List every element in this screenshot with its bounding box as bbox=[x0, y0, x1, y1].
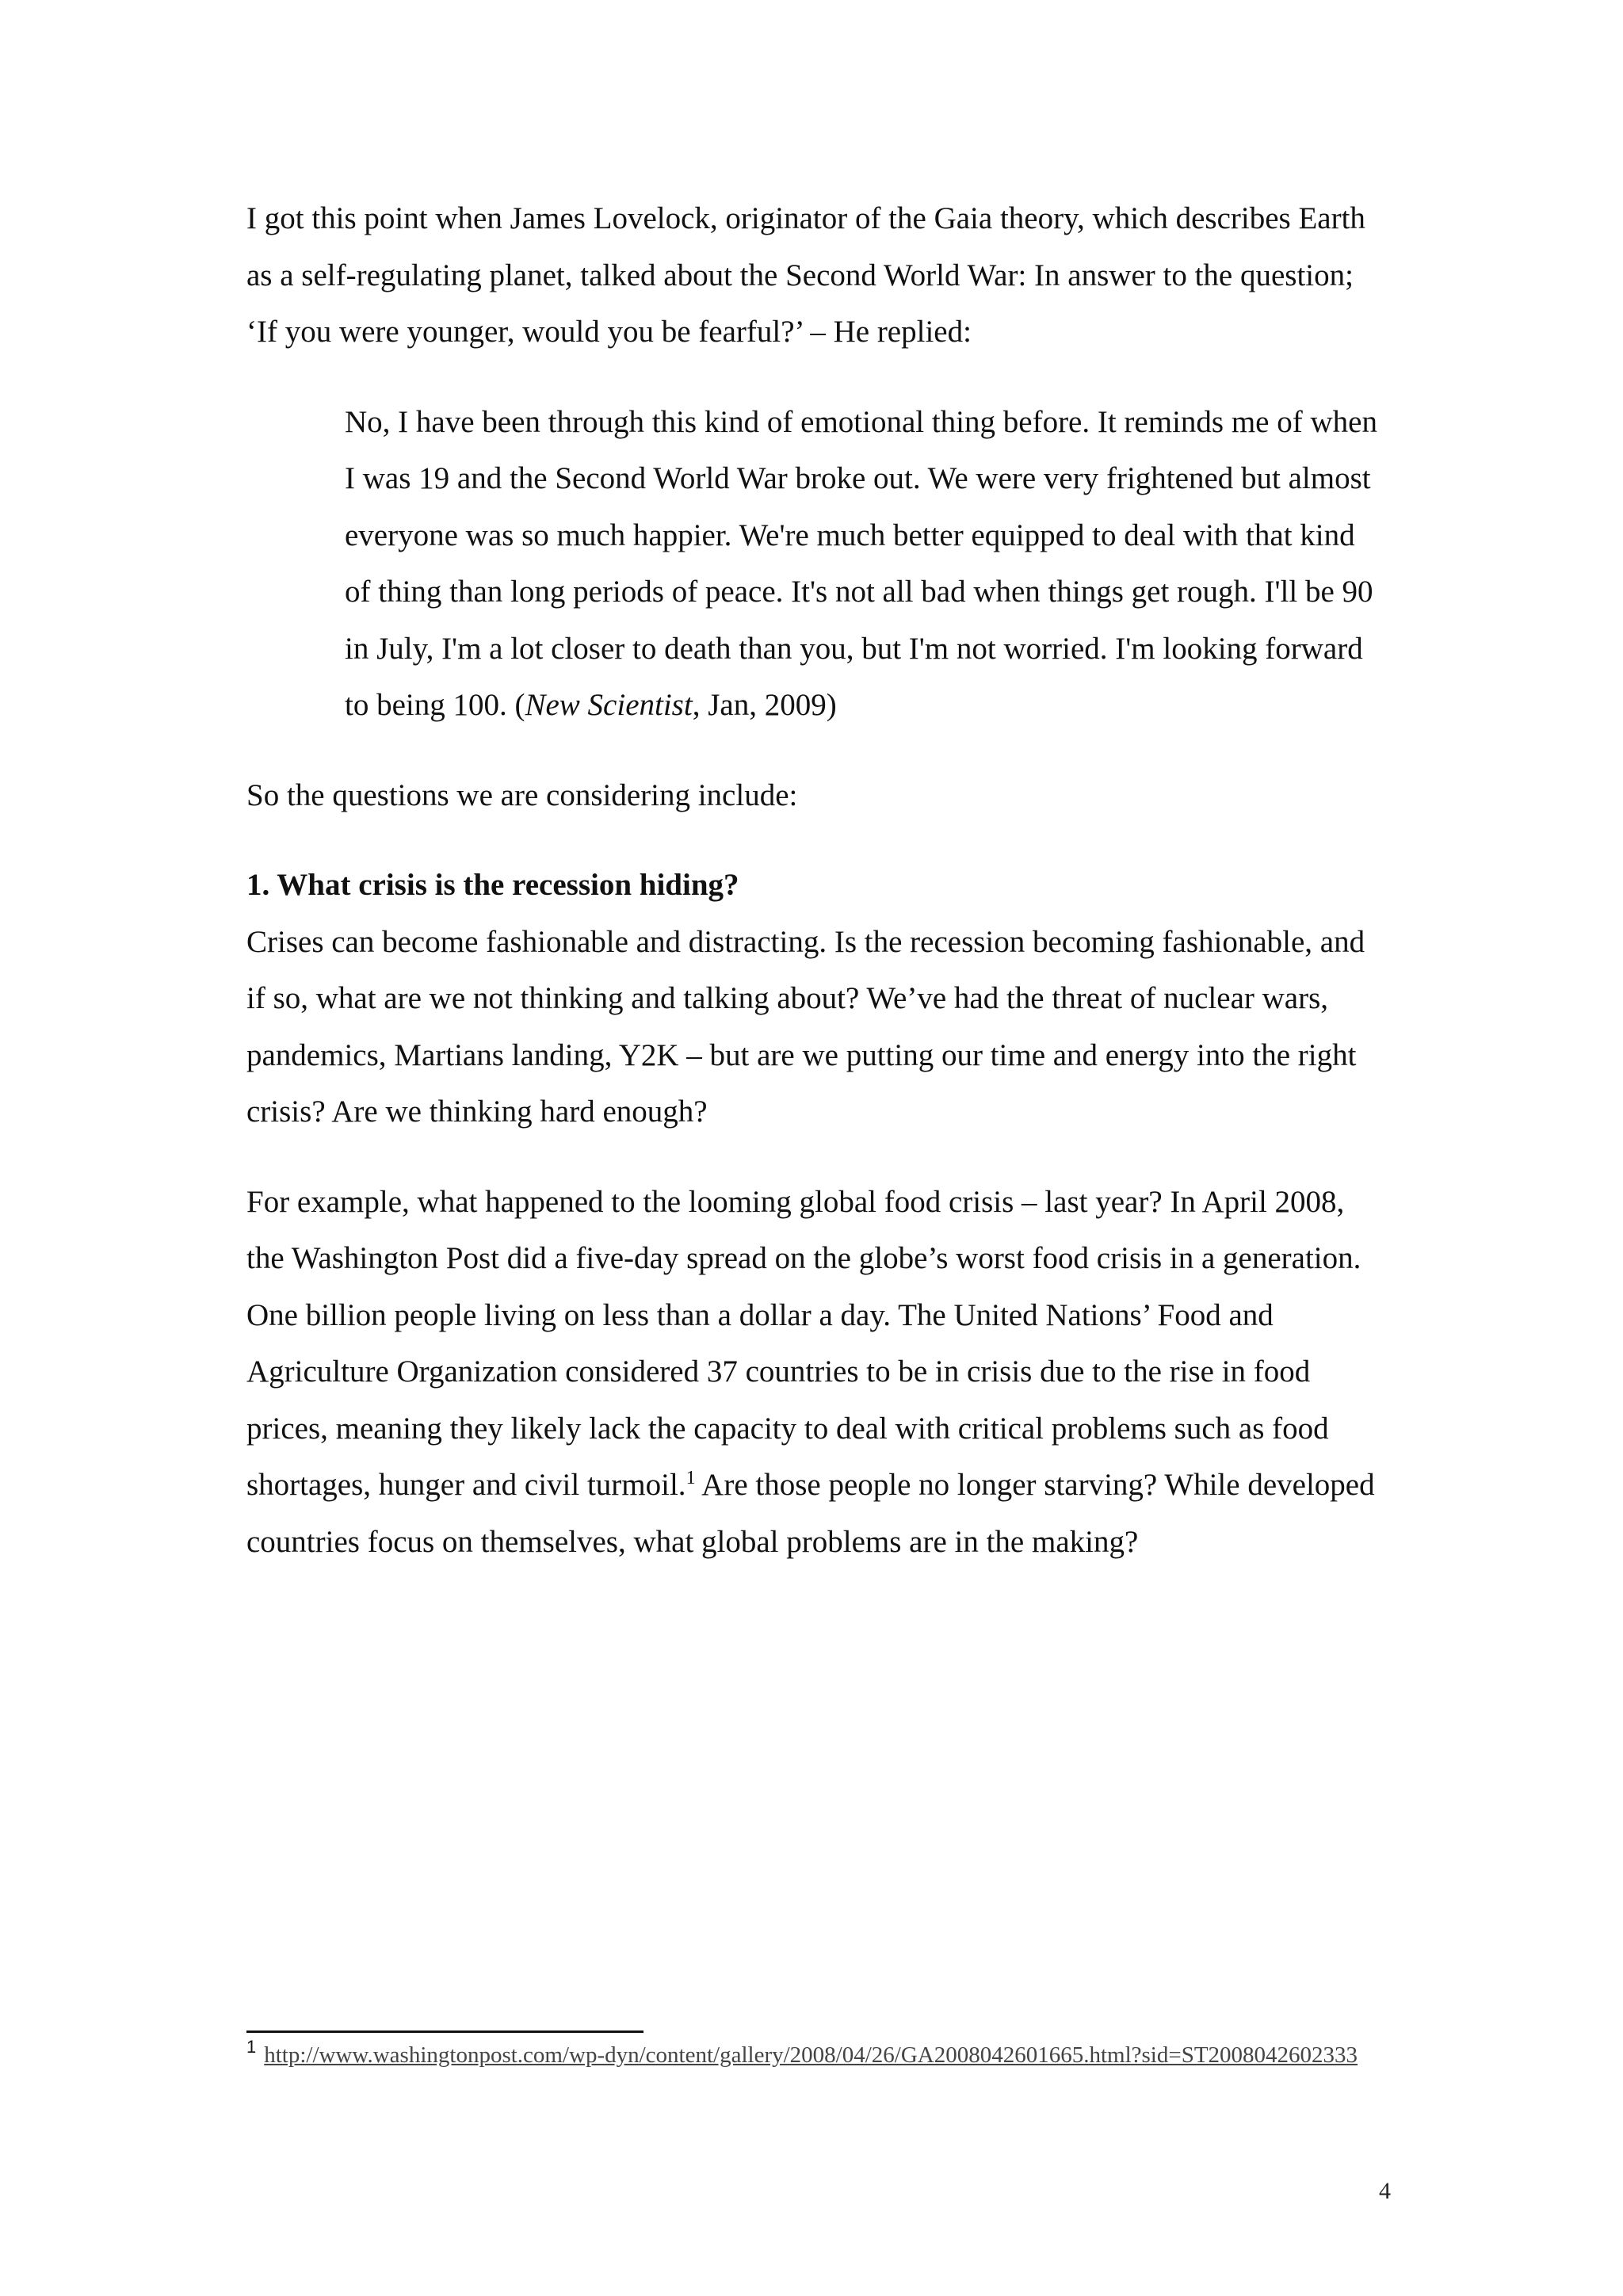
paragraph-questions-intro: So the questions we are considering include: bbox=[246, 777, 798, 812]
quote-source-title: New Scientist bbox=[525, 688, 693, 722]
footnote-divider bbox=[246, 2030, 643, 2033]
page-number: 4 bbox=[1379, 2178, 1391, 2204]
section-heading: 1. What crisis is the recession hiding? bbox=[246, 868, 739, 902]
block-quote bbox=[345, 394, 1388, 734]
food-crisis-text-continued: Are those people no longer starving? While developed countries focus on themselves, what global problems are in the making? bbox=[246, 1468, 1375, 1559]
paragraph-food-crisis bbox=[246, 1174, 1388, 1571]
footnote-reference[interactable]: 1 bbox=[685, 1468, 696, 1488]
paragraph-crises: Crises can become fashionable and distracting. Is the recession becoming fashionable, and if so, what are we not thinking and talking about? We’ve had the threat of nuclear wars, pandemics, Martians landing, Y2K – but are we putting our time and energy into the right crisis? Are we thinking hard enough? bbox=[246, 924, 1365, 1129]
footnote bbox=[246, 2037, 1388, 2070]
footnote-number: 1 bbox=[246, 2037, 257, 2057]
food-crisis-text: For example, what happened to the looming global food crisis – last year? In April 2008, the Washington Post did a five-day spread on the globe’s worst food crisis in a generation. One billion people living on less than a dollar a day. The United Nations’ Food and Agriculture Organization considered 37 countries to be in crisis due to the rise in food prices, meaning they likely lack the capacity to deal with critical problems such as food shortages, hunger and civil turmoil. bbox=[246, 1184, 1361, 1502]
quote-source-date: , Jan, 2009) bbox=[692, 688, 837, 722]
footnote-link[interactable]: http://www.washingtonpost.com/wp-dyn/content/gallery/2008/04/26/GA2008042601665.html?sid=ST2008042602333 bbox=[264, 2042, 1358, 2068]
quote-text: No, I have been through this kind of emotional thing before. It reminds me of when I was 19 and the Second World War broke out. We were very frightened but almost everyone was so much happier. We're much better equipped to deal with that kind of thing than long periods of peace. It's not all bad when things get rough. I'll be 90 in July, I'm a lot closer to death than you, but I'm not worried. I'm looking forward to being 100. ( bbox=[345, 404, 1377, 722]
paragraph-lovelock-intro: I got this point when James Lovelock, originator of the Gaia theory, which describes Earth as a self-regulating planet, talked about the Second World War: In answer to the question; ‘If you were younger, would you be fearful?’ – He replied: bbox=[246, 201, 1365, 349]
body-text bbox=[246, 190, 1388, 1570]
